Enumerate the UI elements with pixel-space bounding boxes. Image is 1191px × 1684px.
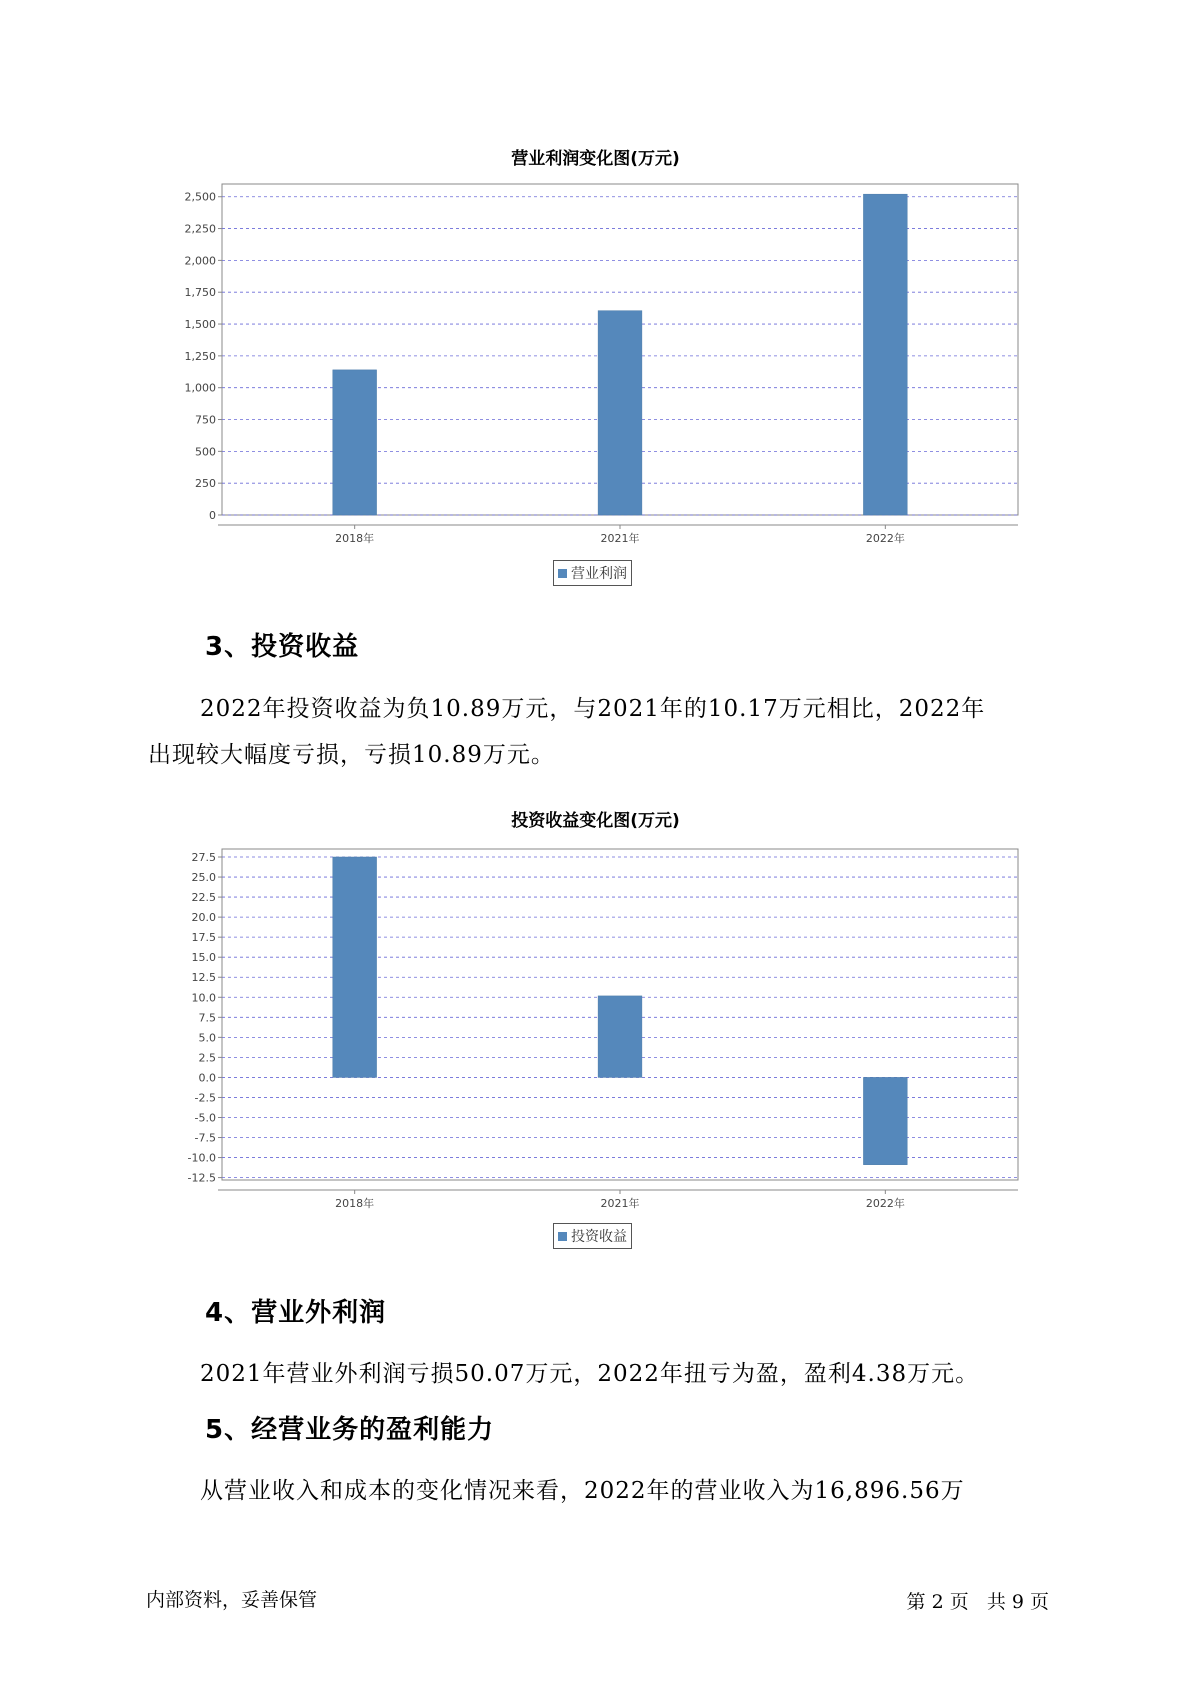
y-tick-label: 5.0 [198,1031,216,1045]
paragraph-line: 2022年投资收益为负10.89万元，与2021年的10.17万元相比，2022年 [200,696,986,722]
y-tick-label: 22.5 [191,891,216,905]
investment-income-legend [553,1223,632,1249]
section-heading-non-operating-profit: 4、营业外利润 [205,1298,387,1328]
y-tick-label: -12.5 [187,1171,216,1185]
paragraph-line: 从营业收入和成本的变化情况来看，2022年的营业收入为16,896.56万 [200,1478,965,1504]
y-tick-label: 2,250 [184,222,216,236]
x-tick-label: 2018年 [335,532,375,545]
y-tick-label: 2.5 [198,1051,216,1065]
y-tick-label: 750 [195,413,216,427]
section-heading-investment-income: 3、投资收益 [205,632,360,662]
y-tick-label: 1,500 [184,318,216,332]
y-tick-label: 0.0 [198,1071,216,1085]
y-tick-label: 1,000 [184,381,216,395]
x-tick-label: 2022年 [865,532,905,545]
operating-profit-chart [160,180,1020,545]
y-tick-label: -2.5 [194,1091,216,1105]
bar [333,857,377,1077]
footer-page-number: 第 2 页 共 9 页 [906,1591,1049,1613]
bar [863,194,907,515]
y-tick-label: 1,750 [184,286,216,300]
y-tick-label: 20.0 [191,911,216,925]
y-tick-label: 15.0 [191,951,216,965]
paragraph-non-operating-profit [148,1351,1058,1397]
y-tick-label: 25.0 [191,871,216,885]
y-tick-label: 12.5 [191,971,216,985]
y-tick-label: -7.5 [194,1131,216,1145]
x-tick-label: 2021年 [600,532,640,545]
x-tick-label: 2022年 [865,1197,905,1210]
operating-profit-legend [553,560,632,586]
y-tick-label: 27.5 [191,851,216,865]
investment-income-chart-title: 投资收益变化图(万元) [511,811,680,831]
y-tick-label: 7.5 [198,1011,216,1025]
bar [333,370,377,515]
y-tick-label: 500 [195,445,216,459]
bar [598,996,642,1078]
paragraph-profitability [148,1468,1058,1514]
y-tick-label: 17.5 [191,931,216,945]
investment-income-chart [160,845,1020,1210]
x-tick-label: 2018年 [335,1197,375,1210]
y-tick-label: -10.0 [187,1151,216,1165]
paragraph-line: 2021年营业外利润亏损50.07万元，2022年扭亏为盈，盈利4.38万元。 [200,1361,980,1387]
y-tick-label: 10.0 [191,991,216,1005]
y-tick-label: 250 [195,477,216,491]
section-heading-profitability: 5、经营业务的盈利能力 [205,1415,495,1445]
legend-label: 投资收益 [571,1229,627,1245]
y-tick-label: 0 [209,509,216,522]
legend-label: 营业利润 [571,566,627,582]
paragraph-investment-income [148,686,1058,778]
y-tick-label: -5.0 [194,1111,216,1125]
y-tick-label: 2,000 [184,254,216,268]
operating-profit-chart-title: 营业利润变化图(万元) [511,149,680,169]
legend-swatch [558,569,567,578]
y-tick-label: 1,250 [184,349,216,363]
x-tick-label: 2021年 [600,1197,640,1210]
legend-swatch [558,1232,567,1241]
footer-confidential-note: 内部资料，妥善保管 [146,1589,318,1611]
paragraph-line: 出现较大幅度亏损，亏损10.89万元。 [148,742,555,768]
bar [598,311,642,515]
y-tick-label: 2,500 [184,190,216,204]
bar [863,1077,907,1164]
